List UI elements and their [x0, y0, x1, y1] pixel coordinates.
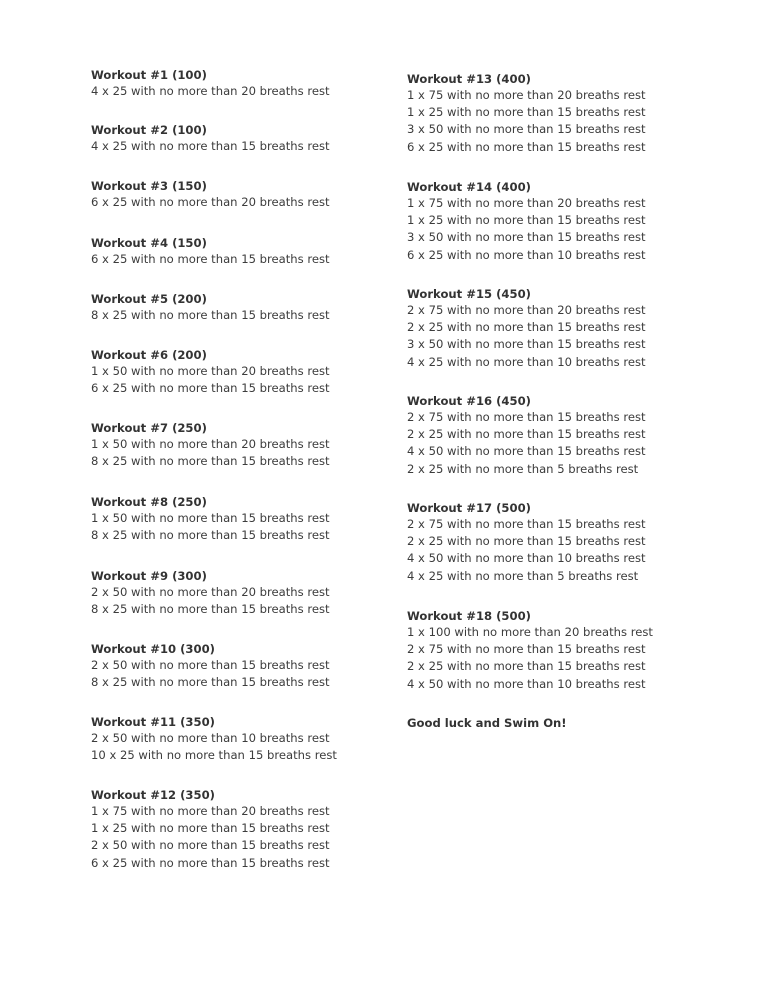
workout-title: Workout #11 (350) — [91, 715, 215, 729]
workout-title: Workout #8 (250) — [91, 495, 207, 509]
workout-set-line: 2 x 75 with no more than 15 breaths rest — [407, 517, 646, 531]
workout-block — [407, 286, 646, 371]
workout-set-line: 3 x 50 with no more than 15 breaths rest — [407, 337, 646, 352]
workout-set-line: 4 x 25 with no more than 10 breaths rest — [407, 354, 646, 369]
workout-set-line: 1 x 75 with no more than 20 breaths rest — [91, 804, 330, 818]
workout-set-line: 3 x 50 with no more than 15 breaths rest — [407, 122, 646, 137]
workout-set-line: 6 x 25 with no more than 20 breaths rest — [91, 195, 330, 209]
workout-set-line: 2 x 25 with no more than 15 breaths rest — [407, 427, 646, 442]
workout-block — [91, 291, 330, 324]
workout-set-line: 2 x 25 with no more than 15 breaths rest — [407, 659, 646, 674]
workout-block — [91, 178, 330, 211]
workout-set-line: 8 x 25 with no more than 15 breaths rest — [91, 675, 330, 690]
workout-block — [407, 179, 646, 264]
workout-title: Workout #7 (250) — [91, 421, 207, 435]
workout-set-line: 6 x 25 with no more than 15 breaths rest — [407, 139, 646, 154]
workout-set-line: 2 x 50 with no more than 15 breaths rest — [91, 838, 330, 853]
closing-message: Good luck and Swim On! — [407, 716, 567, 730]
workout-set-line: 1 x 50 with no more than 20 breaths rest — [91, 437, 330, 451]
workout-set-line: 2 x 50 with no more than 15 breaths rest — [91, 658, 330, 672]
workout-block — [407, 500, 646, 585]
workout-block — [91, 568, 330, 618]
workout-set-line: 2 x 50 with no more than 20 breaths rest — [91, 585, 330, 599]
workout-set-line: 4 x 25 with no more than 15 breaths rest — [91, 139, 330, 153]
workout-set-line: 1 x 50 with no more than 15 breaths rest — [91, 511, 330, 525]
workout-set-line: 2 x 75 with no more than 15 breaths rest — [407, 642, 646, 657]
workout-block — [91, 67, 330, 100]
workout-set-line: 2 x 25 with no more than 15 breaths rest — [407, 534, 646, 549]
workout-set-line: 3 x 50 with no more than 15 breaths rest — [407, 230, 646, 245]
workout-title: Workout #13 (400) — [407, 72, 531, 86]
workout-title: Workout #18 (500) — [407, 609, 531, 623]
workout-set-line: 6 x 25 with no more than 15 breaths rest — [91, 855, 330, 870]
workout-set-line: 8 x 25 with no more than 15 breaths rest — [91, 454, 330, 469]
workout-title: Workout #1 (100) — [91, 68, 207, 82]
workout-set-line: 1 x 75 with no more than 20 breaths rest — [407, 88, 646, 102]
workout-block — [407, 608, 653, 693]
workout-title: Workout #14 (400) — [407, 180, 531, 194]
workout-block — [91, 420, 330, 470]
workout-block — [91, 641, 330, 691]
workout-set-line: 1 x 50 with no more than 20 breaths rest — [91, 364, 330, 378]
workout-set-line: 8 x 25 with no more than 15 breaths rest — [91, 528, 330, 543]
workout-set-line: 1 x 75 with no more than 20 breaths rest — [407, 196, 646, 210]
workout-block — [407, 71, 646, 156]
workout-set-line: 2 x 50 with no more than 10 breaths rest — [91, 731, 330, 745]
workout-title: Workout #10 (300) — [91, 642, 215, 656]
workout-block — [91, 347, 330, 397]
workout-title: Workout #9 (300) — [91, 569, 207, 583]
workout-set-line: 10 x 25 with no more than 15 breaths rest — [91, 748, 337, 763]
workout-title: Workout #17 (500) — [407, 501, 531, 515]
workout-title: Workout #2 (100) — [91, 123, 207, 137]
workout-title: Workout #4 (150) — [91, 236, 207, 250]
workout-set-line: 6 x 25 with no more than 10 breaths rest — [407, 247, 646, 262]
workout-set-line: 4 x 25 with no more than 5 breaths rest — [407, 568, 639, 583]
workout-set-line: 2 x 25 with no more than 15 breaths rest — [407, 320, 646, 335]
workout-set-line: 4 x 50 with no more than 15 breaths rest — [407, 444, 646, 459]
workout-set-line: 4 x 50 with no more than 10 breaths rest — [407, 551, 646, 566]
workout-block — [91, 714, 337, 764]
workout-set-line: 1 x 25 with no more than 15 breaths rest — [91, 821, 330, 836]
workout-title: Workout #16 (450) — [407, 394, 531, 408]
workout-title: Workout #3 (150) — [91, 179, 207, 193]
workout-title: Workout #5 (200) — [91, 292, 207, 306]
workout-set-line: 2 x 75 with no more than 20 breaths rest — [407, 303, 646, 317]
workout-set-line: 2 x 75 with no more than 15 breaths rest — [407, 410, 646, 424]
workout-title: Workout #12 (350) — [91, 788, 215, 802]
workout-set-line: 4 x 50 with no more than 10 breaths rest — [407, 676, 646, 691]
workout-set-line: 4 x 25 with no more than 20 breaths rest — [91, 84, 330, 98]
workout-title: Workout #15 (450) — [407, 287, 531, 301]
workout-set-line: 6 x 25 with no more than 15 breaths rest — [91, 381, 330, 396]
workout-block — [407, 393, 646, 478]
workout-set-line: 8 x 25 with no more than 15 breaths rest — [91, 308, 330, 322]
workout-set-line: 6 x 25 with no more than 15 breaths rest — [91, 252, 330, 266]
workout-set-line: 2 x 25 with no more than 5 breaths rest — [407, 461, 639, 476]
workout-block — [91, 235, 330, 268]
workout-block — [91, 494, 330, 544]
workout-set-line: 1 x 100 with no more than 20 breaths rest — [407, 625, 653, 639]
workout-block — [91, 122, 330, 155]
workout-title: Workout #6 (200) — [91, 348, 207, 362]
workout-set-line: 1 x 25 with no more than 15 breaths rest — [407, 105, 646, 120]
workout-set-line: 1 x 25 with no more than 15 breaths rest — [407, 213, 646, 228]
workout-block — [91, 787, 330, 872]
workout-set-line: 8 x 25 with no more than 15 breaths rest — [91, 602, 330, 617]
